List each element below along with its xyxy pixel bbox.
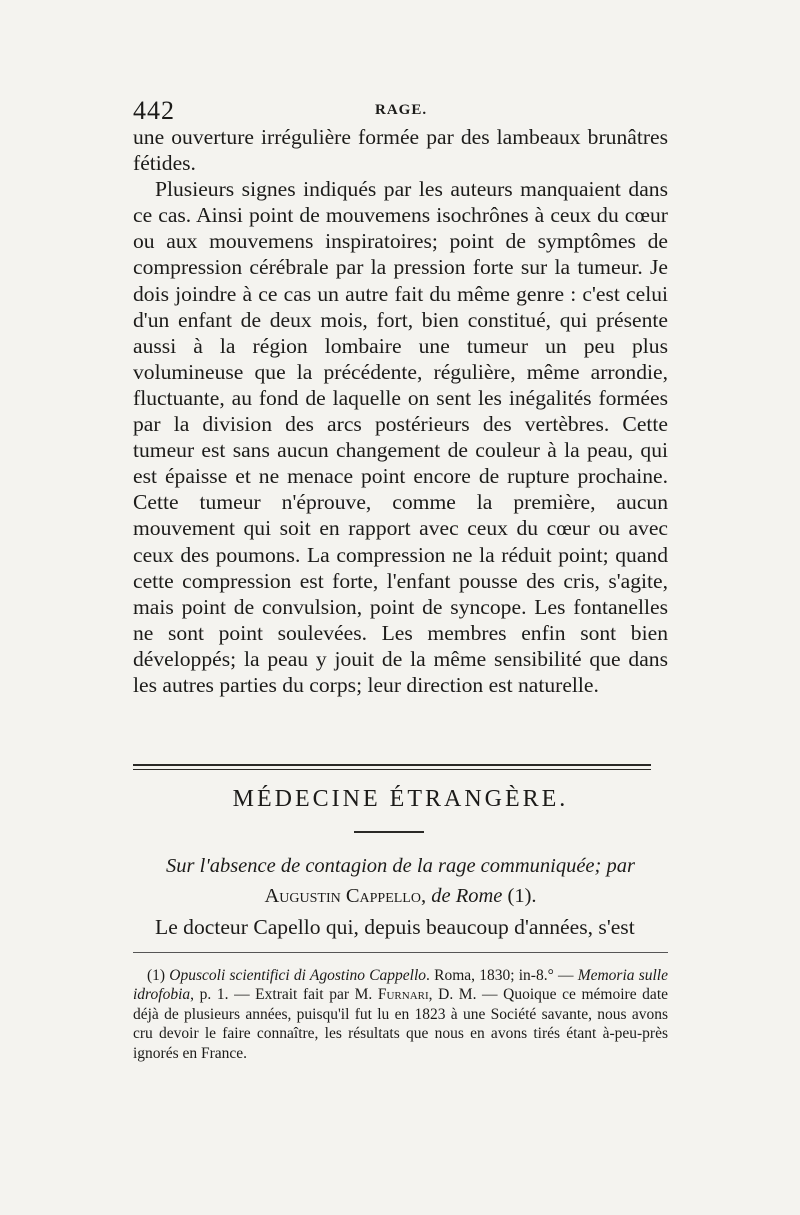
byline-separator: , <box>420 885 432 907</box>
footnote-divider <box>133 952 668 953</box>
footnote-text-c: , D. M. — Quoique ce mémoire date déjà de plusieurs années, puisqu'il fut lu en 1823 à une Société savante, nous avons cru devoir le faire connaître, les résultats que nous en avons tirés étant à-peu-près ignorés en France. <box>133 986 669 1062</box>
article-title-line: Sur l'absence de contagion de la rage communiquée; par <box>166 855 635 877</box>
title-rule <box>354 831 424 833</box>
footnote-memoir-title: Memoria sulle idrofobia <box>133 967 668 1004</box>
footnote-work-title: Opuscoli scientifici di Agostino Cappello <box>169 967 427 984</box>
section-title: MÉDECINE ÉTRANGÈRE. <box>232 786 569 812</box>
footnotes <box>133 966 668 1063</box>
body-text <box>133 124 668 698</box>
footnote-1 <box>133 966 668 1063</box>
footnote-text-b: , p. 1. — Extrait fait par M. <box>190 986 378 1004</box>
footnote-text-a: . Roma, 1830; in-8.° — <box>426 967 578 984</box>
footnote-reference: (1). <box>502 885 537 907</box>
page-number: 442 <box>133 96 175 125</box>
footnote-extractor: Furnari <box>377 986 429 1004</box>
footnote-marker: (1) <box>147 967 170 984</box>
article-byline <box>133 881 668 911</box>
article-title <box>133 851 668 911</box>
paragraph-case-description: Plusieurs signes indiqués par les auteurs manquaient dans ce cas. Ainsi point de mouvemens isochrônes à ceux du cœur ou aux mouvemens inspiratoires; point de symptômes de compression cérébrale par la pression forte sur la tumeur. Je dois joindre à ce cas un autre fait du même genre : c'est celui d'un enfant de deux mois, fort, bien constitué, qui présente aussi à la région lombaire une tumeur un peu plus volumineuse que la précédente, régulière, même arrondie, fluctuante, au fond de laquelle on sent les inégalités formées par la division des arcs postérieurs des vertèbres. Cette tumeur est sans aucun changement de couleur à la peau, qui est épaisse et ne menace point encore de rupture prochaine. Cette tumeur n'éprouve, comme la première, aucun mouvement qui soit en rapport avec ceux du cœur ou avec ceux des poumons. La compression ne la réduit point; quand cette compression est forte, l'enfant pousse des cris, s'agite, mais point de convulsion, point de syncope. Les fontanelles ne sont point soulevées. Les membres enfin sont bien développés; la peau y jouit de la même sensibilité que dans les autres parties du corps; leur direction est naturelle. <box>133 177 668 697</box>
section-divider <box>133 764 651 770</box>
paragraph-continuation: une ouverture irrégulière formée par des lambeaux brunâtres fétides. <box>133 125 668 176</box>
author-place: de Rome <box>431 885 503 907</box>
author-name: Augustin Cappello <box>264 885 421 907</box>
running-head: RAGE. <box>375 102 428 118</box>
article-opening-line: Le docteur Capello qui, depuis beaucoup d'années, s'est <box>155 915 635 939</box>
